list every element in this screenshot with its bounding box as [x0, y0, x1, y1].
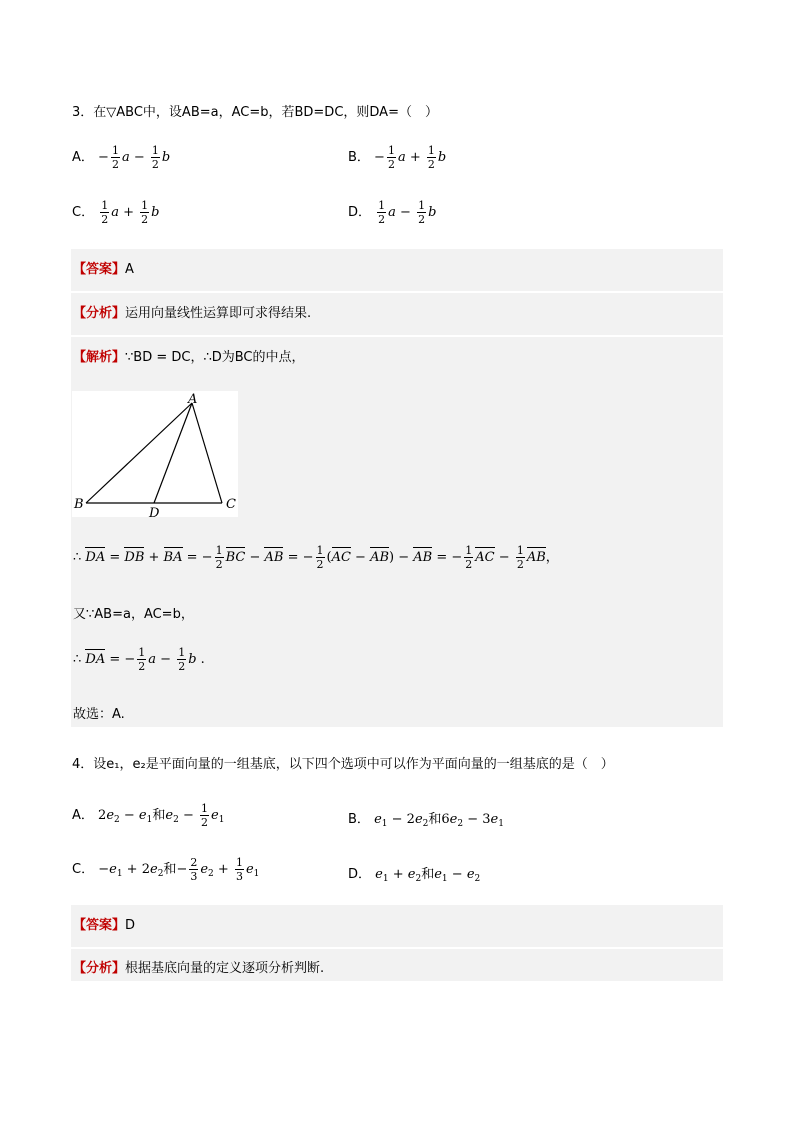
q3-option-d: D． $\frac{1}{2}$ a − $\frac{1}{2}$ b [348, 199, 437, 226]
q3-solution-line1: 【解析】∵BD = DC，∴D为BC的中点， [73, 350, 305, 365]
q4-option-a: A． $2e_2 - e_1$和$e_2$ − $\frac{1}{2}$ $e_1$ [72, 802, 225, 829]
q4-answer-box [71, 905, 723, 947]
q3-analysis: 【分析】运用向量线性运算即可求得结果. [73, 306, 312, 321]
label-c: C [226, 497, 236, 512]
q3-option-a: A． − $\frac{1}{2}$ a − $\frac{1}{2}$ b [72, 144, 171, 171]
triangle-svg [72, 391, 238, 517]
median-ad [154, 403, 192, 503]
q3-option-c: C． $\frac{1}{2}$ a + $\frac{1}{2}$ b [72, 199, 160, 226]
q4-analysis-box [71, 949, 723, 981]
side-ac [192, 403, 222, 503]
q3-solution-again: 又∵AB=a，AC=b， [73, 607, 194, 622]
q4-option-d: D． $e_1 + e_2$和$e_1 - e_2$ [348, 867, 481, 884]
q3-answer-box [71, 249, 723, 291]
triangle-figure [72, 391, 238, 517]
label-b: B [74, 497, 84, 512]
q4-option-c: C． $-e_1 + 2e_2$和− $\frac{2}{3}$ $e_2$ + $\frac{1}{3}$ $e_1$ [72, 856, 260, 883]
q4-analysis: 【分析】根据基底向量的定义逐项分析判断. [73, 961, 325, 976]
q4-option-b: B． $e_1 - 2e_2$和$6e_2 - 3e_1$ [348, 812, 504, 829]
label-d: D [149, 506, 160, 517]
side-ba [86, 403, 192, 503]
q4-answer: 【答案】D [73, 918, 136, 933]
q3-choose: 故选：A. [73, 707, 125, 722]
q3-derivation-2: ∴ DA = − $\frac{1}{2}$ a − $\frac{1}{2}$ b . [73, 646, 205, 673]
q3-answer: 【答案】A [73, 262, 134, 277]
q3-derivation-1: ∴ DA = DB + BA = − $\frac{1}{2}$ BC − AB = − $\frac{1}{2}$ (AC − AB) − AB = − $\frac{1}{2}$ AC − $\frac{1}{2}$ AB， [73, 544, 559, 571]
label-a: A [188, 392, 198, 407]
q3-stem: 3．在▽ABC中，设AB=a，AC=b，若BD=DC，则DA=（ ） [72, 105, 438, 120]
q3-option-b: B． − $\frac{1}{2}$ a + $\frac{1}{2}$ b [348, 144, 447, 171]
q3-analysis-box [71, 293, 723, 335]
q4-stem: 4．设e₁，e₂是平面向量的一组基底，以下四个选项中可以作为平面向量的一组基底的是（ ） [72, 757, 614, 772]
